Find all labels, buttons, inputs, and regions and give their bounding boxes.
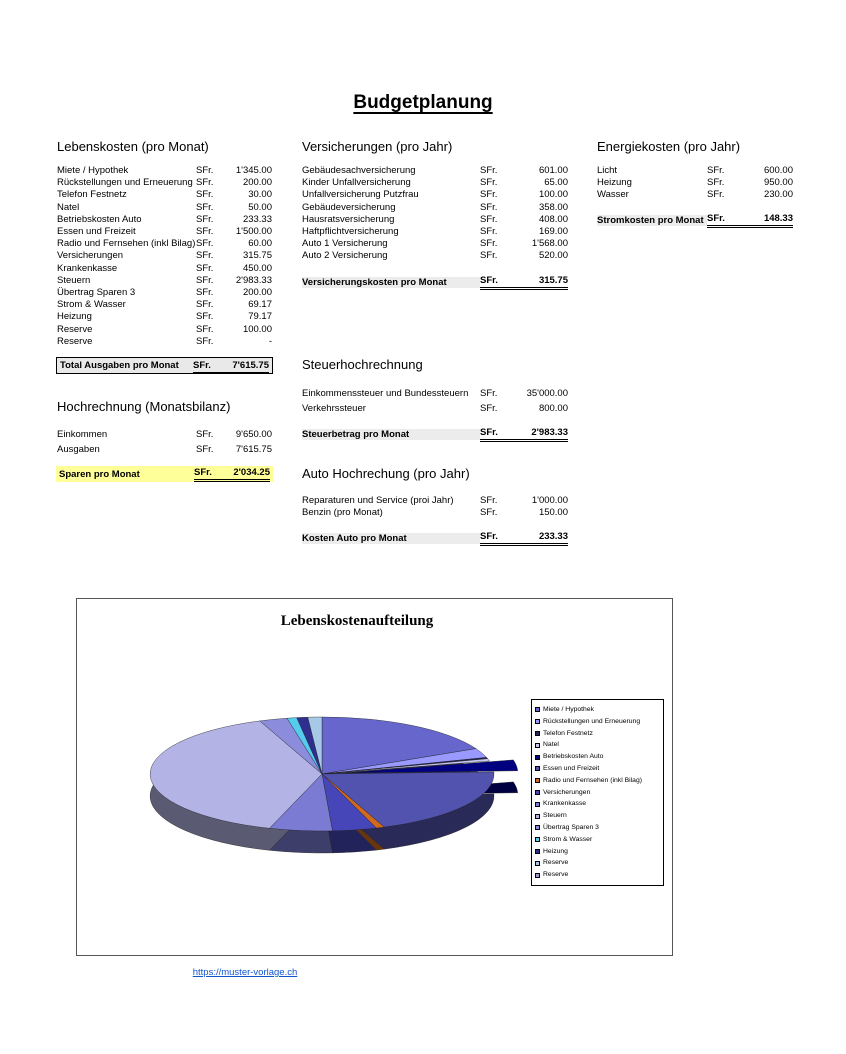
row-label: Heizung [597, 177, 632, 189]
steuerbetrag-currency: SFr. [480, 427, 498, 438]
row-amount: 601.00 [538, 165, 568, 176]
budget-row [302, 177, 568, 189]
legend-label: Steuern [543, 812, 567, 820]
legend-label: Versicherungen [543, 788, 591, 796]
legend-swatch [535, 861, 540, 866]
row-currency: SFr. [196, 311, 214, 323]
row-label: Krankenkasse [57, 262, 118, 274]
row-label: Essen und Freizeit [57, 226, 136, 238]
kosten-auto-amount: 233.33 [538, 531, 568, 542]
stromkosten-currency: SFr. [707, 213, 725, 224]
row-label: Radio und Fernsehen (inkl Bilag) [57, 238, 196, 250]
budget-row [302, 214, 568, 226]
row-currency: SFr. [196, 250, 214, 262]
budget-row [57, 427, 272, 442]
legend-label: Natel [543, 741, 559, 749]
total-currency: SFr. [193, 360, 211, 371]
row-currency: SFr. [196, 165, 214, 176]
row-currency: SFr. [196, 429, 214, 440]
row-currency: SFr. [196, 335, 214, 347]
steuerbetrag-amount-group [480, 427, 568, 442]
row-label: Einkommen [57, 429, 108, 440]
legend-label: Betriebskosten Auto [543, 753, 604, 761]
auto-rows [302, 495, 568, 519]
legend-item [535, 798, 660, 810]
row-currency: SFr. [196, 177, 214, 189]
pie-chart [127, 694, 527, 859]
legend-label: Essen und Freizeit [543, 764, 600, 772]
row-currency: SFr. [480, 177, 498, 189]
legend-swatch [535, 825, 540, 830]
steuerbetrag-label: Steuerbetrag pro Monat [302, 429, 480, 440]
row-currency: SFr. [196, 299, 214, 311]
row-label: Licht [597, 165, 618, 176]
kosten-auto-amount-group [480, 531, 568, 546]
legend-item [535, 728, 660, 740]
total-ausgaben-label: Total Ausgaben pro Monat [60, 360, 179, 371]
row-currency: SFr. [480, 403, 498, 414]
row-label: Rückstellungen und Erneuerung [57, 177, 193, 189]
row-amount: 169.00 [538, 226, 568, 238]
budget-row [57, 226, 272, 238]
stromkosten-amount: 148.33 [763, 213, 793, 224]
budget-row [302, 165, 568, 177]
total-ausgaben-row [56, 357, 273, 374]
row-label: Versicherungen [57, 250, 124, 262]
legend-label: Rückstellungen und Erneuerung [543, 717, 641, 725]
stromkosten-amount-group [707, 213, 793, 228]
section-heading-lebenskosten: Lebenskosten (pro Monat) [57, 139, 209, 154]
row-label: Betriebskosten Auto [57, 213, 142, 225]
row-currency: SFr. [196, 238, 214, 250]
legend-item [535, 763, 660, 775]
legend-swatch [535, 743, 540, 748]
sparen-row [56, 466, 273, 482]
budget-row [302, 189, 568, 201]
versicherungskosten-row [302, 274, 568, 290]
budget-row [302, 250, 568, 262]
hochrechnung-rows [57, 427, 272, 457]
row-amount: 450.00 [242, 262, 272, 274]
row-label: Auto 2 Versicherung [302, 250, 388, 262]
row-amount: 200.00 [242, 177, 272, 189]
legend-item [535, 787, 660, 799]
sparen-amount: 2'034.25 [233, 467, 270, 478]
versicherungen-rows [302, 165, 568, 263]
row-currency: SFr. [196, 213, 214, 225]
steuer-rows [302, 386, 568, 416]
row-currency: SFr. [707, 189, 725, 201]
row-amount: 1'500.00 [235, 226, 272, 238]
stromkosten-label: Stromkosten pro Monat [597, 215, 707, 226]
row-label: Wasser [597, 189, 629, 201]
legend-swatch [535, 766, 540, 771]
budget-row [302, 507, 568, 519]
budget-row [597, 165, 793, 177]
legend-item [535, 869, 660, 881]
versicherungskosten-currency: SFr. [480, 275, 498, 286]
section-heading-auto: Auto Hochrechung (pro Jahr) [302, 466, 470, 481]
budget-row [57, 336, 272, 348]
budget-row [597, 189, 793, 201]
row-currency: SFr. [196, 287, 214, 299]
budget-row [302, 386, 568, 401]
row-label: Gebäudeversicherung [302, 201, 396, 213]
row-currency: SFr. [196, 444, 214, 455]
legend-item [535, 775, 660, 787]
legend-swatch [535, 707, 540, 712]
row-label: Haftpflichtversicherung [302, 226, 399, 238]
row-amount: 233.33 [242, 213, 272, 225]
row-amount: - [268, 335, 272, 347]
row-label: Heizung [57, 311, 92, 323]
budget-row [302, 238, 568, 250]
row-amount: 150.00 [538, 507, 568, 519]
row-amount: 315.75 [242, 250, 272, 262]
legend-item [535, 716, 660, 728]
page-title: Budgetplanung [353, 92, 493, 113]
row-label: Einkommenssteuer und Bundessteuern [302, 388, 469, 399]
row-label: Übertrag Sparen 3 [57, 287, 136, 299]
section-heading-versicherungen: Versicherungen (pro Jahr) [302, 139, 453, 154]
footer-link[interactable]: https://muster-vorlage.ch [192, 967, 298, 978]
budget-row [57, 263, 272, 275]
row-currency: SFr. [196, 262, 214, 274]
row-currency: SFr. [480, 495, 498, 506]
legend-item [535, 857, 660, 869]
kosten-auto-label: Kosten Auto pro Monat [302, 533, 480, 544]
row-amount: 69.17 [248, 299, 272, 311]
chart-area [76, 598, 673, 956]
section-heading-steuer: Steuerhochrechnung [302, 357, 423, 372]
row-amount: 79.17 [248, 311, 272, 323]
row-currency: SFr. [707, 177, 725, 189]
row-amount: 408.00 [538, 213, 568, 225]
sparen-amount-group [194, 467, 270, 482]
legend-swatch [535, 837, 540, 842]
row-label: Benzin (pro Monat) [302, 507, 383, 519]
budget-row [57, 189, 272, 201]
sparen-label: Sparen pro Monat [59, 468, 140, 480]
row-amount: 1'568.00 [531, 238, 568, 250]
row-amount: 1'000.00 [531, 495, 568, 506]
budget-row [57, 287, 272, 299]
row-currency: SFr. [196, 226, 214, 238]
row-label: Gebäudesachversicherung [302, 165, 416, 176]
budget-row [57, 250, 272, 262]
section-heading-hochrechnung: Hochrechnung (Monatsbilanz) [57, 399, 231, 414]
row-currency: SFr. [196, 201, 214, 213]
row-amount: 2'983.33 [235, 274, 272, 286]
row-label: Natel [57, 201, 80, 213]
row-amount: 600.00 [763, 165, 793, 176]
row-amount: 520.00 [538, 250, 568, 262]
legend-label: Radio und Fernsehen (inkl Bilag) [543, 776, 642, 784]
legend-swatch [535, 802, 540, 807]
row-amount: 100.00 [538, 189, 568, 201]
row-label: Reserve [57, 335, 93, 347]
legend-swatch [535, 755, 540, 760]
row-amount: 1'345.00 [235, 165, 272, 176]
row-amount: 200.00 [242, 287, 272, 299]
kosten-auto-row [302, 530, 568, 546]
total-ausgaben-amount: 7'615.75 [232, 360, 269, 371]
kosten-auto-currency: SFr. [480, 531, 498, 542]
row-amount: 7'615.75 [235, 444, 272, 455]
row-label: Ausgaben [57, 444, 100, 455]
versicherungskosten-label: Versicherungskosten pro Monat [302, 277, 480, 288]
row-amount: 358.00 [538, 201, 568, 213]
legend-label: Strom & Wasser [543, 835, 593, 843]
sparen-currency: SFr. [194, 467, 212, 478]
legend-label: Heizung [543, 847, 568, 855]
row-label: Auto 1 Versicherung [302, 238, 388, 250]
budget-row [57, 165, 272, 177]
legend-label: Reserve [543, 859, 569, 867]
row-label: Miete / Hypothek [57, 165, 129, 176]
row-currency: SFr. [196, 189, 214, 201]
legend-label: Telefon Festnetz [543, 729, 593, 737]
budget-row [57, 238, 272, 250]
row-amount: 35'000.00 [526, 388, 568, 399]
legend-item [535, 739, 660, 751]
row-label: Verkehrssteuer [302, 403, 366, 414]
row-label: Telefon Festnetz [57, 189, 127, 201]
row-label: Kinder Unfallversicherung [302, 177, 411, 189]
row-label: Steuern [57, 274, 91, 286]
legend-label: Übertrag Sparen 3 [543, 823, 599, 831]
legend-label: Reserve [543, 871, 569, 879]
section-heading-energie: Energiekosten (pro Jahr) [597, 139, 741, 154]
row-label: Unfallversicherung Putzfrau [302, 189, 419, 201]
legend-swatch [535, 790, 540, 795]
legend-swatch [535, 719, 540, 724]
versicherungskosten-amount-group [480, 275, 568, 290]
row-amount: 230.00 [763, 189, 793, 201]
row-currency: SFr. [480, 226, 498, 238]
row-currency: SFr. [196, 274, 214, 286]
row-currency: SFr. [480, 238, 498, 250]
budget-row [597, 177, 793, 189]
budget-row [57, 275, 272, 287]
versicherungskosten-amount: 315.75 [538, 275, 568, 286]
budget-row [57, 311, 272, 323]
row-currency: SFr. [480, 213, 498, 225]
legend-swatch [535, 731, 540, 736]
budget-row [57, 442, 272, 457]
legend-item [535, 834, 660, 846]
budget-row [57, 177, 272, 189]
lebenskosten-rows [57, 165, 272, 348]
budget-row [302, 401, 568, 416]
legend-swatch [535, 778, 540, 783]
row-currency: SFr. [480, 165, 498, 176]
chart-legend [531, 699, 664, 886]
row-amount: 9'650.00 [235, 429, 272, 440]
row-label: Strom & Wasser [57, 299, 126, 311]
steuerbetrag-amount: 2'983.33 [531, 427, 568, 438]
row-amount: 950.00 [763, 177, 793, 189]
legend-swatch [535, 873, 540, 878]
row-label: Reserve [57, 323, 93, 335]
legend-label: Miete / Hypothek [543, 706, 594, 713]
row-currency: SFr. [480, 189, 498, 201]
budget-row [57, 214, 272, 226]
row-currency: SFr. [480, 388, 498, 399]
row-amount: 65.00 [544, 177, 568, 189]
legend-item [535, 846, 660, 858]
legend-swatch [535, 814, 540, 819]
row-amount: 60.00 [248, 238, 272, 250]
legend-item [535, 822, 660, 834]
budget-row [57, 299, 272, 311]
row-currency: SFr. [480, 250, 498, 262]
energie-rows [597, 165, 793, 202]
legend-item [535, 751, 660, 763]
budget-row [57, 202, 272, 214]
row-amount: 800.00 [538, 403, 568, 414]
steuerbetrag-row [302, 426, 568, 442]
stromkosten-row [597, 212, 793, 228]
row-currency: SFr. [480, 507, 498, 519]
chart-title: Lebenskostenaufteilung [280, 613, 434, 629]
legend-swatch [535, 849, 540, 854]
budget-row [57, 324, 272, 336]
budget-row [302, 202, 568, 214]
total-amount-group [193, 360, 269, 373]
row-currency: SFr. [707, 165, 725, 176]
budget-row [302, 495, 568, 507]
row-amount: 100.00 [242, 323, 272, 335]
row-amount: 30.00 [248, 189, 272, 201]
budget-row [302, 226, 568, 238]
row-currency: SFr. [480, 201, 498, 213]
row-label: Hausratsversicherung [302, 213, 395, 225]
legend-item [535, 704, 660, 716]
row-label: Reparaturen und Service (proi Jahr) [302, 495, 454, 506]
row-currency: SFr. [196, 323, 214, 335]
legend-item [535, 810, 660, 822]
row-amount: 50.00 [248, 201, 272, 213]
legend-label: Krankenkasse [543, 800, 587, 808]
